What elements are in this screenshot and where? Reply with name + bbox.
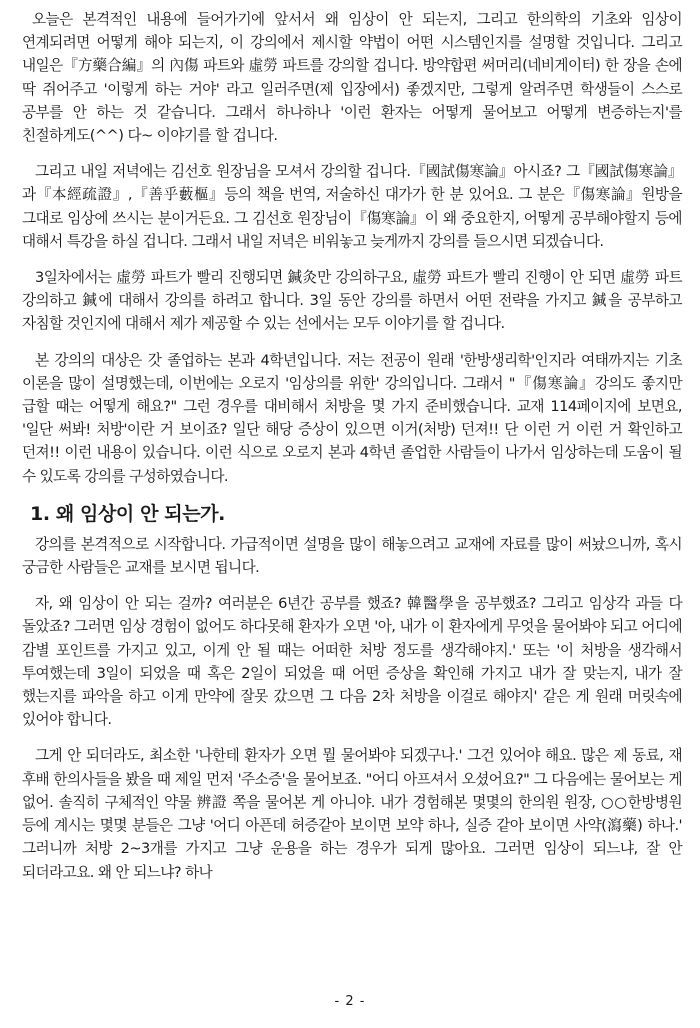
page-content — [22, 8, 682, 897]
page-number: - 2 - — [334, 994, 366, 1009]
section-paragraph-3: 그게 안 되더라도, 최소한 '나한테 환자가 오면 뭘 물어봐야 되겠구나.' 그건 있어야 해요. 많은 제 동료, 재 후배 한의사들을 봤을 때 제일 먼저 '주소증'을 물어보죠. "어디 아프셔서 오셨어요?" 그 다음에는 물어보는 게 없어. 솔직히 구체적인 약물 辨證 쪽을 물어본 게 아니야. 내가 경험해본 몇몇의 한의원 원장, ○○한방병원 등에 계시는 몇몇 분들은 그냥 '어디 아픈데 허증같아 보이면 보약 하나, 실증 같아 보이면 사약(瀉藥) 하나.' 그러니까 처방 2~3개를 가지고 그냥 운용을 하는 경우가 되게 많아요. 그러면 임상이 되느냐, 잘 안 되더라고요. 왜 안 되느냐? 하나 — [22, 747, 682, 881]
intro-paragraph-4: 본 강의의 대상은 갓 졸업하는 본과 4학년입니다. 저는 전공이 원래 '한방생리학'인지라 여태까지는 기초 이론을 많이 설명했는데, 이번에는 오로지 '임상의를 위한' 강의입니다. 그래서 "『傷寒論』강의도 좋지만 급할 때는 어떻게 해요?" 그런 경우를 대비해서 처방을 몇 가지 준비했습니다. 교재 114페이지에 보면요, '일단 써봐! 처방'이란 거 보이죠? 일단 해당 증상이 있으면 이거(처방) 던져!! 단 이런 거 이런 거 확인하고 던져!! 이런 내용이 있습니다. 이런 식으로 오로지 본과 4학년 졸업한 사람들이 나가서 임상하는데 도움이 될 수 있도록 강의를 구성하였습니다. — [22, 351, 683, 485]
section-paragraph-1: 강의를 본격적으로 시작합니다. 가급적이면 설명을 많이 해놓으려고 교재에 자료를 많이 써놨으니까, 혹시 궁금한 사람들은 교재를 보시면 됩니다. — [22, 535, 682, 577]
intro-paragraph-2: 그리고 내일 저녁에는 김선호 원장님을 모셔서 강의할 겁니다.『國試傷寒論』아시죠? 그『國試傷寒論』과『本經疏證』,『善乎藪樞』등의 책을 번역, 저술하신 대가가 한 분 있어요. 그 분은『傷寒論』원방을 그대로 임상에 쓰시는 분이거든요. 그 김선호 원장님이『傷寒論』이 왜 중요한지, 어떻게 공부해야할지 등에 대해서 특강을 하실 겁니다. 그래서 내일 저녁은 비워놓고 늦게까지 강의를 들으시면 되겠습니다. — [22, 163, 682, 250]
section-paragraph-2: 자, 왜 임상이 안 되는 걸까? 여러분은 6년간 공부를 했죠? 韓醫學을 공부했죠? 그리고 임상각 과들 다 돌았죠? 그러면 임상 경험이 없어도 하다못해 환자가 오면 '아, 내가 이 환자에게 무엇을 물어봐야 되고 어디에 감별 포인트를 가지고 있고, 이게 안 될 때는 어떠한 처방 정도를 생각해야지.' 또는 '이 처방을 생각해서 투여했는데 3일이 되었을 때 혹은 2일이 되었을 때 어떤 증상을 확인해 가지고 내가 잘 맞는지, 내가 잘 했는지를 파악을 하고 이게 만약에 잘못 갔으면 그 다음 2차 처방을 이걸로 해야지' 같은 게 원래 머릿속에 있어야 합니다. — [22, 595, 682, 729]
intro-paragraph-3: 3일차에서는 虛勞 파트가 빨리 진행되면 鍼灸만 강의하구요, 虛勞 파트가 빨리 진행이 안 되면 虛勞 파트 강의하고 鍼에 대해서 강의를 하려고 합니다. 3일 동안 강의를 하면서 어떤 전략을 가지고 鍼을 공부하고 자침할 것인지에 대해서 제가 제공할 수 있는 선에서는 모두 이야기를 할 겁니다. — [22, 269, 682, 333]
section-heading: 1. 왜 임상이 안 되는가. — [30, 502, 225, 525]
intro-paragraph-1: 오늘은 본격적인 내용에 들어가기에 앞서서 왜 임상이 안 되는지, 그리고 한의학의 기초와 임상이 연계되려면 어떻게 해야 되는지, 이 강의에서 제시할 약법이 어떤 시스템인지를 설명할 것입니다. 그리고 내일은『方藥合編』의 內傷 파트와 虛勞 파트를 강의할 겁니다. 방약합편 써머리(네비게이터) 한 장을 손에 딱 쥐어주고 '이렇게 하는 거야' 라고 일러주면(제 입장에서) 좋겠지만, 그렇게 알려주면 학생들이 스스로 공부를 안 하는 것 같습니다. 그래서 하나하나 '이런 환자는 어떻게 물어보고 어떻게 변증하는지'를 친절하게도(^^) 다~ 이야기를 할 겁니다. — [22, 11, 682, 145]
